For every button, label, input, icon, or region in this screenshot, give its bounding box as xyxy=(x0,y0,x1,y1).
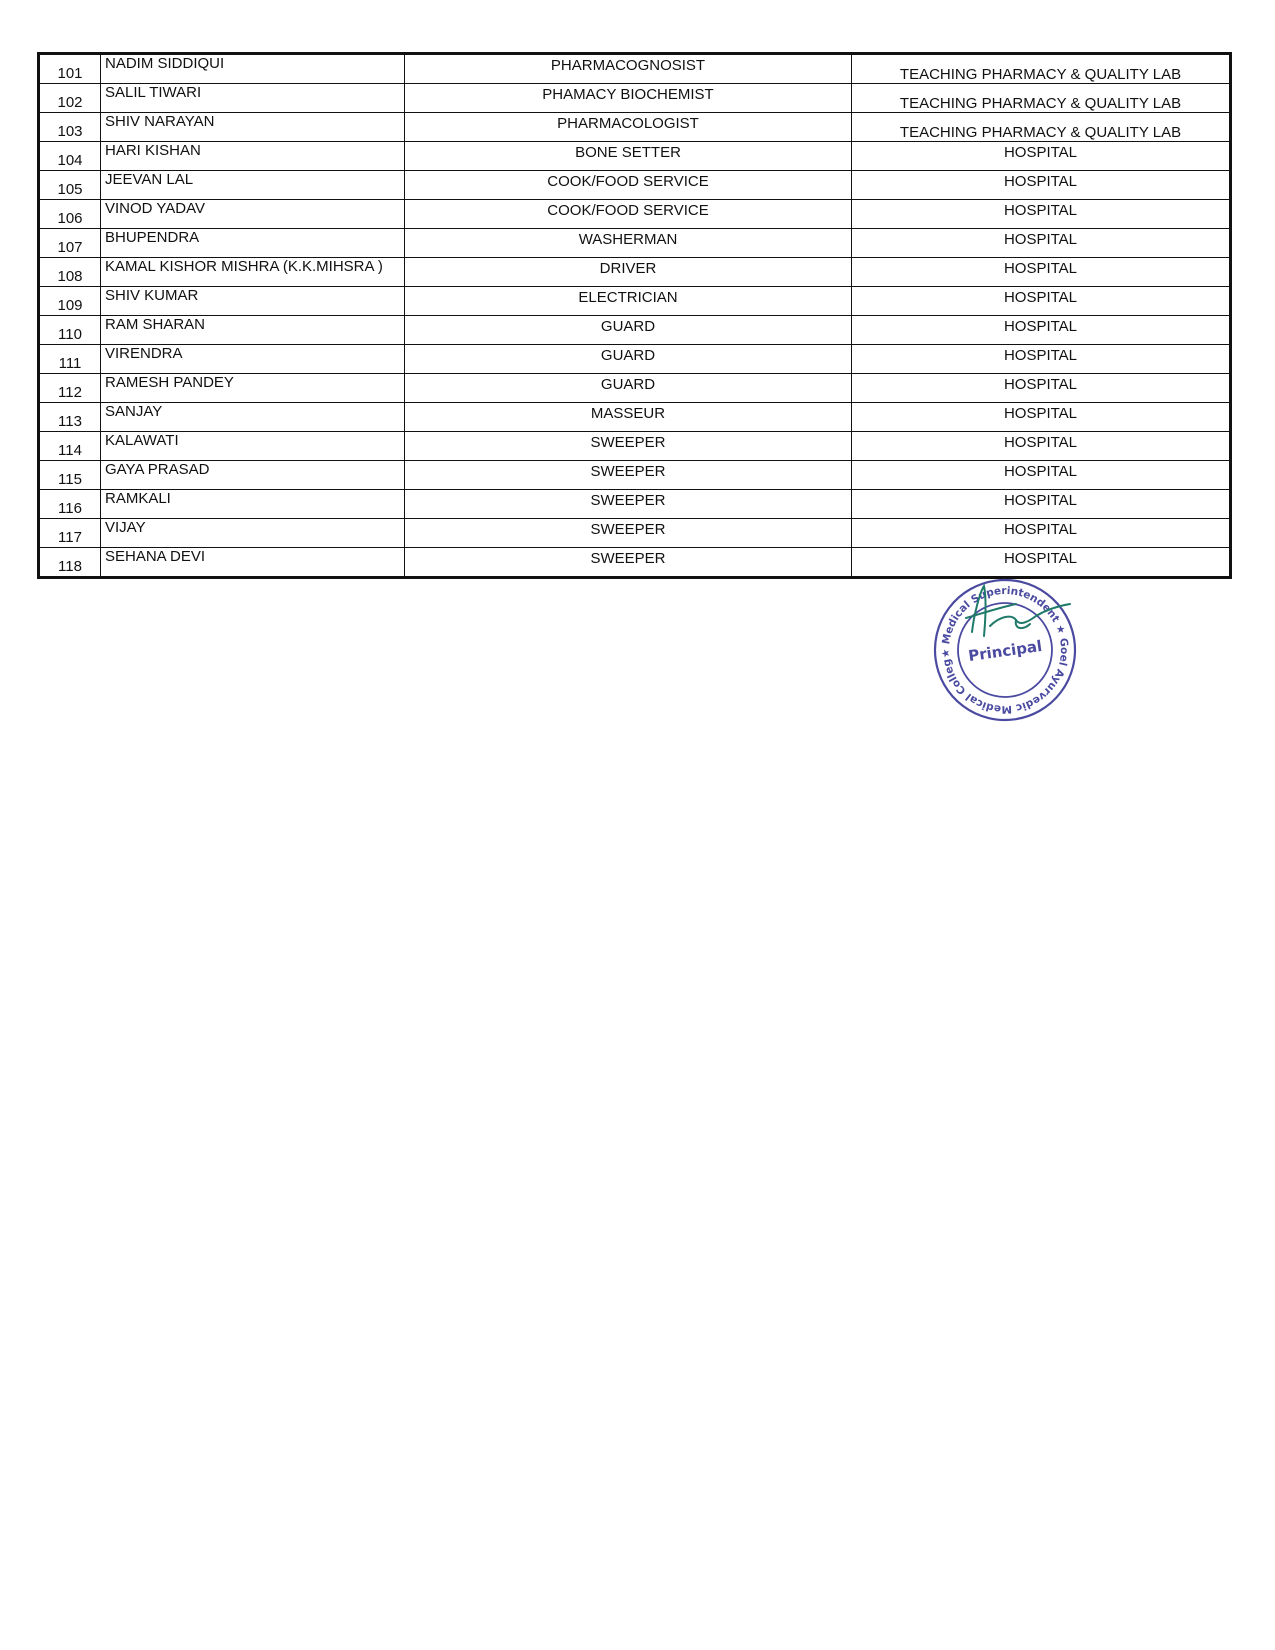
department-cell: HOSPITAL xyxy=(852,171,1231,200)
designation-cell: SWEEPER xyxy=(405,461,852,490)
name-cell: GAYA PRASAD xyxy=(101,461,405,490)
department-cell: HOSPITAL xyxy=(852,142,1231,171)
department-cell: TEACHING PHARMACY & QUALITY LAB xyxy=(852,54,1231,84)
department-cell: HOSPITAL xyxy=(852,229,1231,258)
department-cell: HOSPITAL xyxy=(852,287,1231,316)
name-cell: NADIM SIDDIQUI xyxy=(101,54,405,84)
department-cell: HOSPITAL xyxy=(852,403,1231,432)
name-cell: SALIL TIWARI xyxy=(101,84,405,113)
name-cell: VIRENDRA xyxy=(101,345,405,374)
department-cell: TEACHING PHARMACY & QUALITY LAB xyxy=(852,84,1231,113)
serial-number-cell: 110 xyxy=(39,316,101,345)
serial-number-cell: 107 xyxy=(39,229,101,258)
table-row xyxy=(39,432,1231,461)
department-cell: HOSPITAL xyxy=(852,258,1231,287)
designation-cell: SWEEPER xyxy=(405,432,852,461)
serial-number-cell: 111 xyxy=(39,345,101,374)
table-row xyxy=(39,142,1231,171)
table-row xyxy=(39,84,1231,113)
name-cell: SEHANA DEVI xyxy=(101,548,405,578)
designation-cell: PHARMACOLOGIST xyxy=(405,113,852,142)
table-row xyxy=(39,461,1231,490)
designation-cell: GUARD xyxy=(405,374,852,403)
name-cell: HARI KISHAN xyxy=(101,142,405,171)
name-cell: RAM SHARAN xyxy=(101,316,405,345)
serial-number-cell: 105 xyxy=(39,171,101,200)
department-cell: HOSPITAL xyxy=(852,345,1231,374)
serial-number-cell: 106 xyxy=(39,200,101,229)
table-row xyxy=(39,345,1231,374)
department-cell: HOSPITAL xyxy=(852,200,1231,229)
table-row xyxy=(39,54,1231,84)
designation-cell: PHARMACOGNOSIST xyxy=(405,54,852,84)
serial-number-cell: 114 xyxy=(39,432,101,461)
table-row xyxy=(39,403,1231,432)
designation-cell: DRIVER xyxy=(405,258,852,287)
designation-cell: GUARD xyxy=(405,345,852,374)
serial-number-cell: 117 xyxy=(39,519,101,548)
designation-cell: MASSEUR xyxy=(405,403,852,432)
designation-cell: GUARD xyxy=(405,316,852,345)
name-cell: SANJAY xyxy=(101,403,405,432)
table-row xyxy=(39,171,1231,200)
serial-number-cell: 115 xyxy=(39,461,101,490)
name-cell: SHIV KUMAR xyxy=(101,287,405,316)
name-cell: RAMESH PANDEY xyxy=(101,374,405,403)
serial-number-cell: 116 xyxy=(39,490,101,519)
name-cell: SHIV NARAYAN xyxy=(101,113,405,142)
designation-cell: COOK/FOOD SERVICE xyxy=(405,200,852,229)
serial-number-cell: 104 xyxy=(39,142,101,171)
designation-cell: BONE SETTER xyxy=(405,142,852,171)
serial-number-cell: 113 xyxy=(39,403,101,432)
staff-table xyxy=(37,52,1232,579)
stamp-seal xyxy=(920,574,1084,726)
staff-table-body xyxy=(39,54,1231,578)
serial-number-cell: 103 xyxy=(39,113,101,142)
name-cell: VIJAY xyxy=(101,519,405,548)
designation-cell: PHAMACY BIOCHEMIST xyxy=(405,84,852,113)
designation-cell: SWEEPER xyxy=(405,490,852,519)
department-cell: HOSPITAL xyxy=(852,374,1231,403)
designation-cell: SWEEPER xyxy=(405,519,852,548)
table-row xyxy=(39,229,1231,258)
stamp-center-text: Principal xyxy=(967,636,1044,666)
department-cell: HOSPITAL xyxy=(852,490,1231,519)
department-cell: HOSPITAL xyxy=(852,519,1231,548)
serial-number-cell: 118 xyxy=(39,548,101,578)
department-cell: HOSPITAL xyxy=(852,432,1231,461)
serial-number-cell: 101 xyxy=(39,54,101,84)
table-row xyxy=(39,113,1231,142)
stamp-outer-text: ★ Medical Superintendent ★ Goel Ayurvedic Medical College xyxy=(939,584,1071,716)
table-row xyxy=(39,287,1231,316)
table-row xyxy=(39,490,1231,519)
designation-cell: WASHERMAN xyxy=(405,229,852,258)
designation-cell: SWEEPER xyxy=(405,548,852,578)
name-cell: JEEVAN LAL xyxy=(101,171,405,200)
department-cell: HOSPITAL xyxy=(852,461,1231,490)
table-row xyxy=(39,519,1231,548)
table-row xyxy=(39,258,1231,287)
serial-number-cell: 108 xyxy=(39,258,101,287)
serial-number-cell: 102 xyxy=(39,84,101,113)
table-row xyxy=(39,200,1231,229)
table-row xyxy=(39,374,1231,403)
serial-number-cell: 112 xyxy=(39,374,101,403)
official-stamp xyxy=(920,574,1090,726)
department-cell: HOSPITAL xyxy=(852,316,1231,345)
serial-number-cell: 109 xyxy=(39,287,101,316)
name-cell: BHUPENDRA xyxy=(101,229,405,258)
name-cell: KALAWATI xyxy=(101,432,405,461)
name-cell: RAMKALI xyxy=(101,490,405,519)
designation-cell: COOK/FOOD SERVICE xyxy=(405,171,852,200)
name-cell: VINOD YADAV xyxy=(101,200,405,229)
table-row xyxy=(39,316,1231,345)
name-cell: KAMAL KISHOR MISHRA (K.K.MIHSRA ) xyxy=(101,258,405,287)
table-row xyxy=(39,548,1231,578)
department-cell: HOSPITAL xyxy=(852,548,1231,578)
department-cell: TEACHING PHARMACY & QUALITY LAB xyxy=(852,113,1231,142)
designation-cell: ELECTRICIAN xyxy=(405,287,852,316)
